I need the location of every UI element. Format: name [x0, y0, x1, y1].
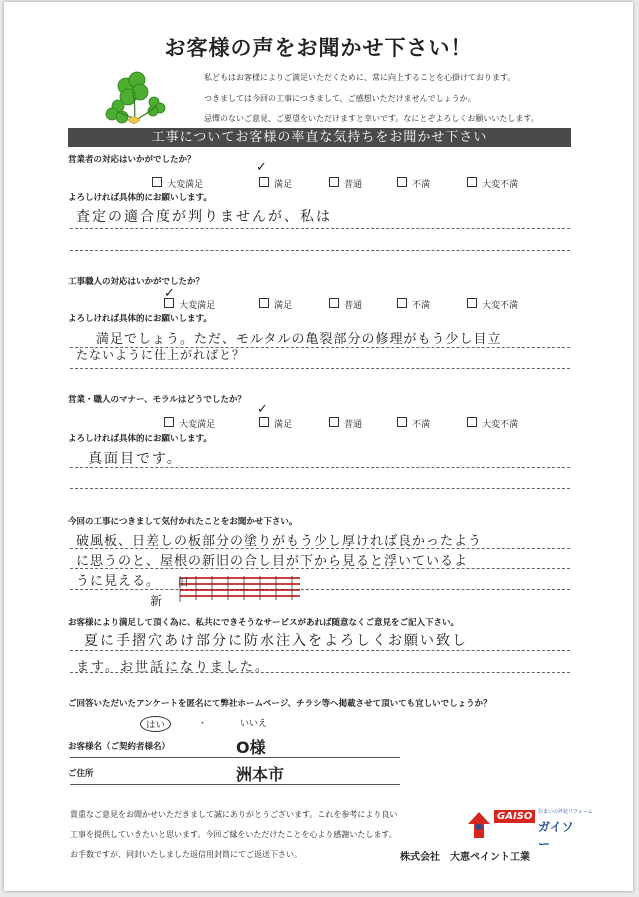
answer-line	[70, 488, 570, 489]
q1-options: 大変満足	[152, 172, 203, 191]
consent-question: ご回答いただいたアンケートを匿名にて弊社ホームページ、チラシ等へ掲載させて頂いても宜しいでしょうか？	[68, 699, 492, 709]
checkmark-icon: ✓	[256, 160, 267, 175]
roof-sketch	[172, 572, 304, 606]
page-title: お客様の声をお聞かせ下さい！	[164, 36, 473, 60]
answer-line	[70, 548, 570, 549]
clover-icon	[104, 64, 170, 128]
checkbox[interactable]	[164, 417, 174, 427]
q1-option-2: 満足	[259, 172, 292, 191]
q5-question: お客様により満足して頂く為に、私共にできそうなサービスがあれば随意なくご意見をご記入下さい。	[68, 618, 460, 628]
checkmark-icon: ✓	[164, 286, 175, 301]
answer-line	[70, 467, 570, 468]
logo-tagline: 住まいの外装リフォーム	[538, 809, 593, 815]
consent-yes[interactable]: はい	[140, 716, 171, 732]
customer-name-label: お客様名（ご契約者様名）	[68, 742, 171, 752]
q1-question: 営業者の対応はいかがでしたか？	[68, 155, 196, 165]
checkbox[interactable]	[259, 298, 269, 308]
answer-line	[70, 347, 570, 348]
q3-answer: 真面目です。	[88, 451, 183, 467]
checkbox[interactable]	[467, 417, 477, 427]
q1-option-5: 大変不満	[467, 172, 518, 191]
checkbox[interactable]	[259, 177, 269, 187]
q3-option-2: 満足	[259, 412, 292, 431]
name-underline	[70, 757, 400, 758]
intro-line-2: つきましては今回の工事につきまして、ご感想いただけませんでしょうか。	[204, 94, 476, 103]
q3-option-5: 大変不満	[467, 412, 518, 431]
q2-option-3: 普通	[329, 293, 362, 312]
checkbox[interactable]	[397, 417, 407, 427]
q4-answer-line-1: 破風板、日差しの板部分の塗りがもう少し厚ければ良かったよう	[76, 534, 483, 549]
footer-line-1: 貴重なご意見をお聞かせいただきまして誠にありがとうございます。これを参考により良い	[70, 810, 398, 819]
q1-detail-prompt: よろしければ具体的にお願いします。	[68, 193, 212, 203]
company-name: 株式会社 大恵ペイント工業	[400, 852, 530, 863]
answer-line	[70, 650, 570, 651]
q3-detail-prompt: よろしければ具体的にお願いします。	[68, 434, 212, 444]
footer-line-3: お手数ですが、同封いたしました返信用封筒にてご返送下さい。	[70, 850, 302, 859]
q3-option-4: 不満	[397, 412, 430, 431]
q3-option-3: 普通	[329, 412, 362, 431]
checkbox[interactable]	[329, 177, 339, 187]
consent-no[interactable]: いいえ	[240, 719, 268, 729]
sketch-label-new: 新	[150, 594, 165, 608]
consent-separator: ・	[198, 719, 208, 729]
q2-question: 工事職人の対応はいかがでしたか？	[68, 277, 205, 287]
checkbox[interactable]	[329, 298, 339, 308]
q2-option-5: 大変不満	[467, 293, 518, 312]
logo-mark-icon	[466, 810, 492, 840]
intro-line-1: 私どもはお客様によりご満足いただくために、常に向上することを心掛けております。	[204, 73, 516, 82]
logo-kana: ガイソー	[538, 820, 574, 851]
q5-answer-line-2: ます。お世話になりました。	[76, 660, 270, 675]
checkbox[interactable]	[397, 177, 407, 187]
section-banner: 工事についてお客様の率直な気持ちをお聞かせ下さい	[68, 128, 571, 147]
answer-line	[70, 672, 570, 673]
checkbox[interactable]	[152, 177, 162, 187]
q1-option-3: 普通	[329, 172, 362, 191]
q2-option-2: 満足	[259, 293, 292, 312]
q4-answer-line-2: に思うのと、屋根の新旧の合し目が下から見ると浮いているよ	[76, 554, 469, 569]
q5-answer-line-1: 夏に手摺穴あけ部分に防水注入をよろしくお願い致し	[84, 633, 468, 649]
answer-line	[70, 589, 570, 590]
q3-option-1: 大変満足	[164, 412, 215, 431]
answer-line	[70, 568, 570, 569]
checkbox[interactable]	[397, 298, 407, 308]
address-value: 洲本市	[236, 765, 285, 784]
customer-name-value: O様	[236, 738, 266, 757]
q2-detail-prompt: よろしければ具体的にお願いします。	[68, 314, 212, 324]
answer-line	[70, 250, 570, 251]
checkbox[interactable]	[259, 417, 269, 427]
checkmark-icon: ✓	[257, 402, 268, 417]
gaiso-logo	[466, 808, 593, 851]
logo-brand: GAISO	[494, 810, 535, 823]
checkbox[interactable]	[329, 417, 339, 427]
address-underline	[70, 784, 400, 785]
checkbox[interactable]	[467, 298, 477, 308]
q2-answer-line-2: たないように仕上がればと？	[76, 348, 246, 362]
q3-question: 営業・職人のマナー、モラルはどうでしたか？	[68, 395, 246, 405]
survey-sheet	[4, 2, 633, 891]
q4-question: 今回の工事につきまして気付かれたことをお聞かせ下さい。	[68, 517, 298, 527]
q1-option-4: 不満	[397, 172, 430, 191]
intro-line-3: 忌憚のないご意見、ご要望をいただけますと幸いです。なにとぞよろしくお願いいたします。	[204, 114, 539, 123]
q4-answer-line-3: うに見える。	[76, 574, 161, 589]
q2-option-4: 不満	[397, 293, 430, 312]
checkbox[interactable]	[467, 177, 477, 187]
q1-answer: 査定の適合度が判りませんが、私は	[76, 209, 332, 225]
q2-option-1: 大変満足	[164, 293, 215, 312]
sketch-label-old: 旧	[178, 578, 190, 589]
footer-line-2: 工事を提供していきたいと思います。今回ご縁をいただけたことを心より感謝いたします。	[70, 830, 397, 839]
answer-line	[70, 228, 570, 229]
q2-answer-line-1: 満足でしょう。ただ、モルタルの亀裂部分の修理がもう少し目立	[96, 332, 502, 347]
address-label: ご住所	[68, 769, 94, 779]
answer-line	[70, 368, 570, 369]
